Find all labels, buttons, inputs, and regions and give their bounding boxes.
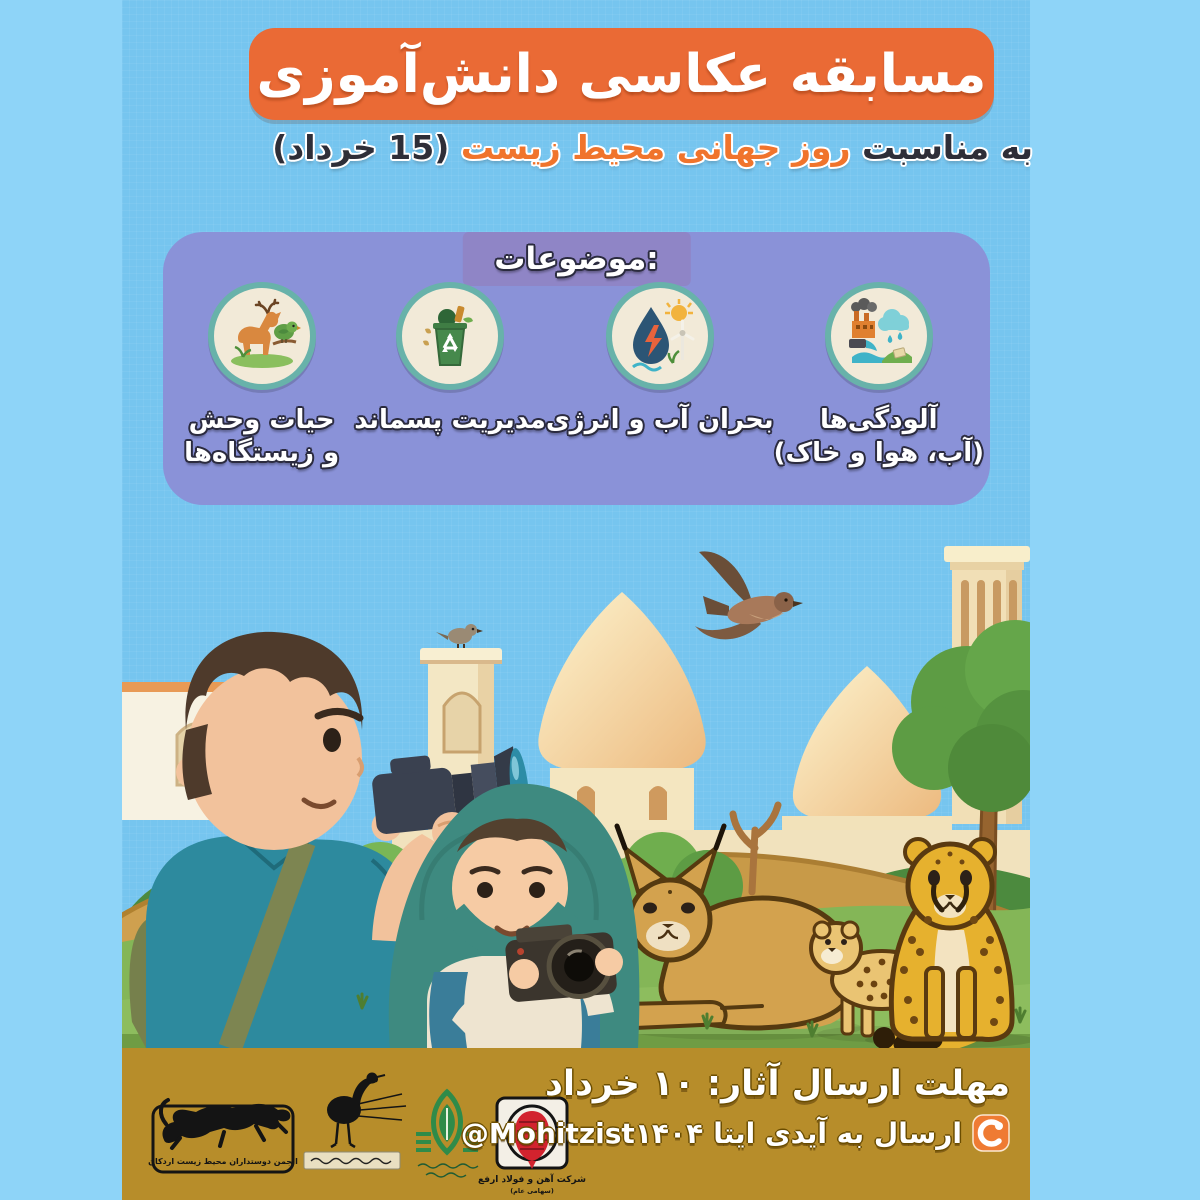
topic-waste xyxy=(354,282,546,505)
perched-bird xyxy=(436,624,483,648)
arfa-steel-subcaption: (سهامی عام) xyxy=(510,1187,554,1195)
pollution-icon xyxy=(840,297,918,375)
ardakan-association-logo xyxy=(148,1100,298,1172)
send-line xyxy=(461,1114,1010,1152)
desert-association-logo xyxy=(304,1073,406,1170)
illegible-caption-squiggle xyxy=(418,1164,478,1168)
illustration-scene xyxy=(122,500,1030,1048)
topic-label: بحران آب و انرژی xyxy=(545,405,774,435)
water-energy-crisis-icon xyxy=(621,297,699,375)
eitaa-handle: @Mohitzist۱۴۰۴ xyxy=(460,1116,704,1150)
footer-bar xyxy=(122,1048,1030,1200)
topic-label-2: و زیستگاه‌ها xyxy=(184,437,340,468)
flying-bird xyxy=(695,551,803,639)
arfa-steel-caption: شرکت آهن و فولاد ارفع xyxy=(478,1175,586,1185)
topic-wildlife xyxy=(169,282,354,505)
eitaa-icon xyxy=(972,1114,1010,1152)
topic-water-energy xyxy=(546,282,774,505)
subtitle-date: (15 خرداد) xyxy=(272,128,450,167)
title-banner xyxy=(249,28,994,120)
subtitle-prefix: به مناسبت xyxy=(861,128,1033,167)
waste-management-icon xyxy=(411,297,489,375)
topics-row xyxy=(169,282,984,505)
subtitle-highlight: روز جهانی محیط زیست xyxy=(460,128,851,167)
topic-label: مدیریت پسماند xyxy=(354,405,546,435)
send-label: ارسال به آیدی ایتا xyxy=(713,1116,962,1150)
deadline-text: مهلت ارسال آثار: ۱۰ خرداد xyxy=(544,1064,1010,1104)
topic-label-2: (آب، هوا و خاک) xyxy=(773,437,984,468)
poster-subtitle xyxy=(272,128,1033,167)
poster-title: مسابقه عکاسی دانش‌آموزی xyxy=(256,43,987,105)
topic-label: حیات وحش xyxy=(188,405,335,435)
poster xyxy=(122,0,1033,1200)
wildlife-icon xyxy=(223,297,301,375)
topics-header: موضوعات: xyxy=(462,232,690,286)
ardakan-association-caption: انجمن دوستداران محیط زیست اردکان xyxy=(148,1157,298,1166)
footer-text xyxy=(461,1064,1010,1152)
topic-label: آلودگی‌ها xyxy=(820,405,938,435)
topic-pollution xyxy=(774,282,984,505)
topics-panel xyxy=(163,232,990,505)
